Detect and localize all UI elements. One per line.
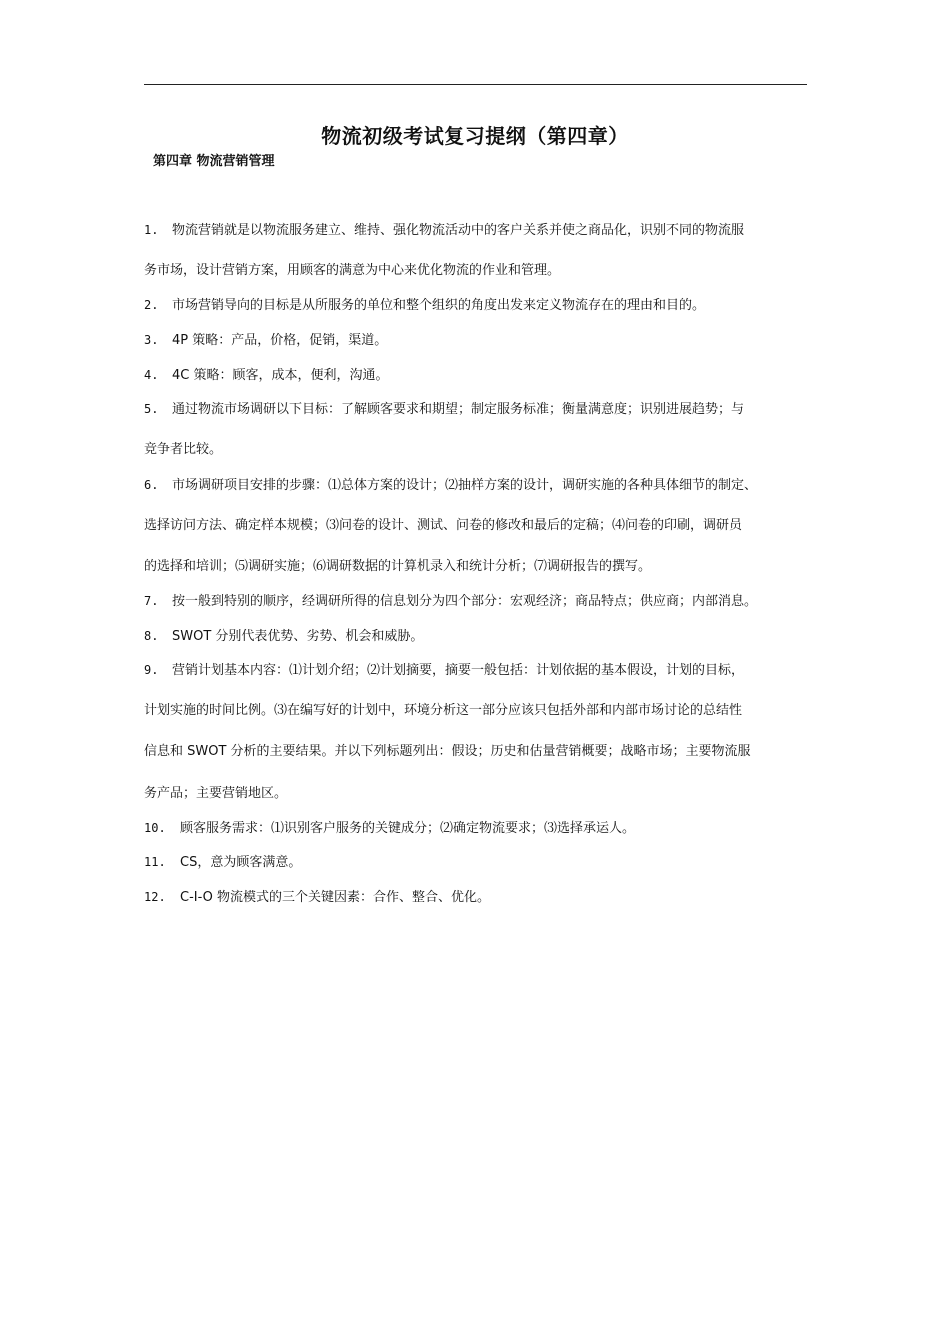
item-text-line: 按一般到特别的顺序，经调研所得的信息划分为四个部分：宏观经济；商品特点；供应商；内部消息。	[172, 594, 758, 609]
item-continuation	[144, 743, 751, 761]
item-continuation	[144, 262, 560, 280]
item-text-line: 物流营销就是以物流服务建立、维持、强化物流活动中的客户关系并使之商品化，识别不同的物流服	[172, 223, 745, 238]
item-text-line: 通过物流市场调研以下目标：了解顾客要求和期望；制定服务标准；衡量满意度；识别进展趋势；与	[172, 402, 745, 417]
list-item	[144, 592, 757, 611]
list-item	[144, 366, 388, 385]
list-item	[144, 296, 705, 315]
item-continuation	[144, 558, 651, 576]
list-item	[144, 853, 301, 872]
item-text-line: 4P 策略：产品，价格，促销，渠道。	[172, 333, 388, 348]
chapter-heading: 第四章 物流营销管理	[153, 154, 275, 169]
item-text-line: 计划实施的时间比例。⑶在编写好的计划中，环境分析这一部分应该只包括外部和内部市场讨论的总结性	[144, 703, 743, 718]
list-item	[144, 888, 490, 907]
item-number: 10.	[144, 821, 166, 835]
item-number: 3.	[144, 333, 159, 347]
item-text-line: 务市场，设计营销方案，用顾客的满意为中心来优化物流的作业和管理。	[144, 263, 561, 278]
list-item	[144, 331, 387, 350]
item-number: 12.	[144, 890, 166, 904]
list-item	[144, 819, 635, 838]
item-text-line: 务产品；主要营销地区。	[144, 786, 288, 801]
item-text-line: SWOT 分别代表优势、劣势、机会和威胁。	[172, 629, 424, 644]
item-number: 9.	[144, 663, 159, 677]
item-continuation	[144, 785, 287, 803]
item-number: 7.	[144, 594, 159, 608]
list-item	[144, 661, 744, 680]
item-number: 1.	[144, 223, 159, 237]
item-text-line: 信息和 SWOT 分析的主要结果。并以下列标题列出：假设；历史和估量营销概要；战略市场；主要物流服	[144, 744, 751, 759]
item-text-line: 竞争者比较。	[144, 442, 223, 457]
item-number: 2.	[144, 298, 159, 312]
item-continuation	[144, 702, 742, 720]
item-number: 8.	[144, 629, 159, 643]
item-continuation	[144, 517, 742, 535]
header-rule	[144, 84, 807, 85]
item-number: 6.	[144, 478, 159, 492]
item-text-line: C-I-O 物流模式的三个关键因素：合作、整合、优化。	[180, 890, 491, 905]
list-item	[144, 221, 744, 240]
item-text-line: 市场调研项目安排的步骤：⑴总体方案的设计；⑵抽样方案的设计，调研实施的各种具体细节的制定、	[172, 478, 758, 493]
list-item	[144, 476, 757, 495]
item-number: 11.	[144, 855, 166, 869]
item-text-line: CS，意为顾客满意。	[180, 855, 302, 870]
item-text-line: 顾客服务需求：⑴识别客户服务的关键成分；⑵确定物流要求；⑶选择承运人。	[180, 821, 636, 836]
item-text-line: 市场营销导向的目标是从所服务的单位和整个组织的角度出发来定义物流存在的理由和目的。	[172, 298, 706, 313]
item-number: 5.	[144, 402, 159, 416]
item-text-line: 选择访问方法、确定样本规模；⑶问卷的设计、测试、问卷的修改和最后的定稿；⑷问卷的印刷，调研员	[144, 518, 743, 533]
item-text-line: 营销计划基本内容：⑴计划介绍；⑵计划摘要，摘要一般包括：计划依据的基本假设，计划的目标，	[172, 663, 745, 678]
item-continuation	[144, 441, 222, 459]
item-text-line: 的选择和培训；⑸调研实施；⑹调研数据的计算机录入和统计分析；⑺调研报告的撰写。	[144, 559, 652, 574]
item-number: 4.	[144, 368, 159, 382]
item-text-line: 4C 策略：顾客，成本，便利，沟通。	[172, 368, 389, 383]
list-item	[144, 400, 744, 419]
list-item	[144, 627, 423, 646]
page-title: 物流初级考试复习提纲（第四章）	[321, 124, 629, 148]
